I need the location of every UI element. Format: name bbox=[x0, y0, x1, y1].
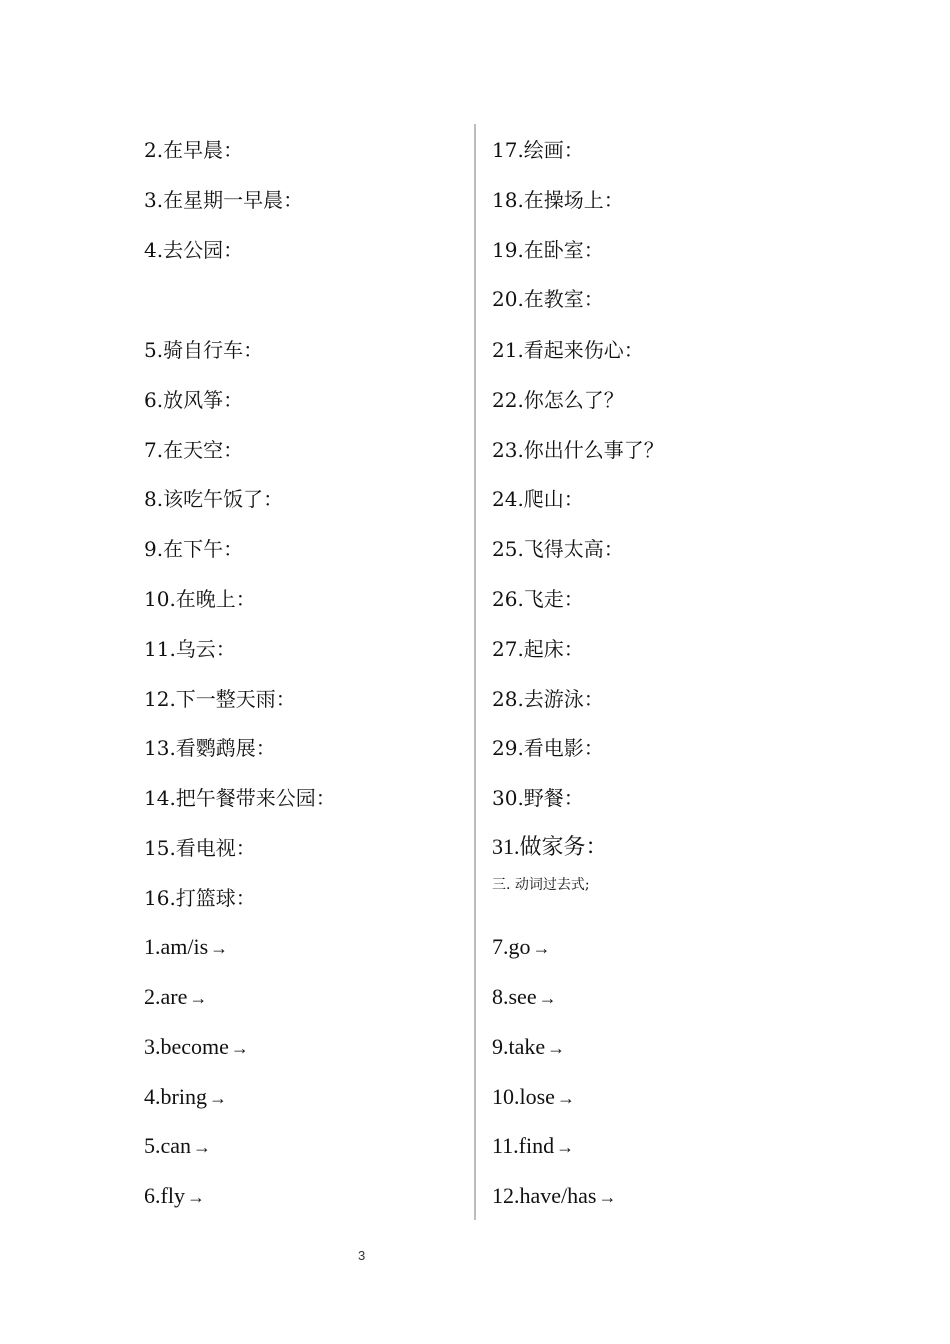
phrase-item: 21.看起来伤心： bbox=[492, 338, 644, 362]
phrase-item: 11.乌云： bbox=[144, 637, 236, 661]
arrow-icon: → bbox=[532, 938, 551, 958]
arrow-icon: → bbox=[538, 988, 557, 1008]
verb-label: 11.find bbox=[492, 1133, 555, 1158]
arrow-icon: → bbox=[556, 1137, 575, 1157]
phrase-item: 5.骑自行车： bbox=[144, 338, 264, 362]
phrase-item: 15.看电视： bbox=[144, 836, 256, 860]
verb-item bbox=[144, 1134, 211, 1159]
arrow-icon: → bbox=[208, 1088, 227, 1108]
verb-item bbox=[492, 935, 551, 960]
section-heading: 三. 动词过去式; bbox=[492, 877, 590, 893]
column-divider bbox=[474, 124, 476, 1220]
verb-item bbox=[492, 985, 557, 1010]
verb-label: 8.see bbox=[492, 984, 537, 1009]
arrow-icon: → bbox=[547, 1038, 566, 1058]
arrow-icon: → bbox=[556, 1088, 575, 1108]
verb-label: 9.take bbox=[492, 1034, 546, 1059]
verb-item bbox=[144, 985, 207, 1010]
phrase-item: 3.在星期一早晨： bbox=[144, 188, 304, 212]
phrase-item: 19.在卧室： bbox=[492, 238, 604, 262]
phrase-item: 12.下一整天雨： bbox=[144, 687, 296, 711]
verb-item bbox=[492, 1134, 574, 1159]
phrase-item: 13.看鹦鹉展： bbox=[144, 736, 276, 760]
phrase-item: 23.你出什么事了？ bbox=[492, 438, 664, 462]
verb-item bbox=[144, 1184, 205, 1209]
phrase-item: 4.去公园： bbox=[144, 238, 244, 262]
verb-label: 10.lose bbox=[492, 1084, 555, 1109]
phrase-item: 30.野餐： bbox=[492, 786, 584, 810]
phrase-item: 7.在天空： bbox=[144, 438, 244, 462]
verb-item bbox=[144, 1085, 227, 1110]
verb-label: 2.are bbox=[144, 984, 188, 1009]
verb-label: 6.fly bbox=[144, 1183, 185, 1208]
verb-label: 12.have/has bbox=[492, 1183, 597, 1208]
phrase-item: 27.起床： bbox=[492, 637, 584, 661]
phrase-item: 14.把午餐带来公园： bbox=[144, 786, 336, 810]
phrase-item: 29.看电影： bbox=[492, 736, 604, 760]
phrase-item: 17.绘画： bbox=[492, 138, 584, 162]
verb-label: 1.am/is bbox=[144, 934, 209, 959]
phrase-item: 22.你怎么了？ bbox=[492, 388, 624, 412]
arrow-icon: → bbox=[598, 1187, 617, 1207]
verb-item bbox=[492, 1085, 575, 1110]
page-number: 3 bbox=[358, 1248, 366, 1263]
phrase-item: 20.在教室： bbox=[492, 287, 604, 311]
phrase-item: 16.打篮球： bbox=[144, 886, 256, 910]
phrase-item: 10.在晚上： bbox=[144, 587, 256, 611]
phrase-item: 26.飞走： bbox=[492, 587, 584, 611]
verb-item bbox=[144, 1035, 249, 1060]
arrow-icon: → bbox=[230, 1038, 249, 1058]
phrase-item: 8.该吃午饭了： bbox=[144, 487, 284, 511]
verb-label: 3.become bbox=[144, 1034, 229, 1059]
arrow-icon: → bbox=[186, 1187, 205, 1207]
phrase-item: 28.去游泳： bbox=[492, 687, 604, 711]
arrow-icon: → bbox=[193, 1137, 212, 1157]
phrase-item: 2.在早晨： bbox=[144, 138, 244, 162]
phrase-item: 31.做家务： bbox=[492, 834, 608, 859]
verb-item bbox=[144, 935, 228, 960]
phrase-item: 25.飞得太高： bbox=[492, 537, 624, 561]
verb-label: 4.bring bbox=[144, 1084, 207, 1109]
phrase-item: 18.在操场上： bbox=[492, 188, 624, 212]
arrow-icon: → bbox=[210, 938, 229, 958]
phrase-item: 6.放风筝： bbox=[144, 388, 244, 412]
verb-label: 7.go bbox=[492, 934, 531, 959]
verb-label: 5.can bbox=[144, 1133, 192, 1158]
verb-item bbox=[492, 1035, 565, 1060]
phrase-item: 9.在下午： bbox=[144, 537, 244, 561]
phrase-item: 24.爬山： bbox=[492, 487, 584, 511]
arrow-icon: → bbox=[189, 988, 208, 1008]
verb-item bbox=[492, 1184, 616, 1209]
